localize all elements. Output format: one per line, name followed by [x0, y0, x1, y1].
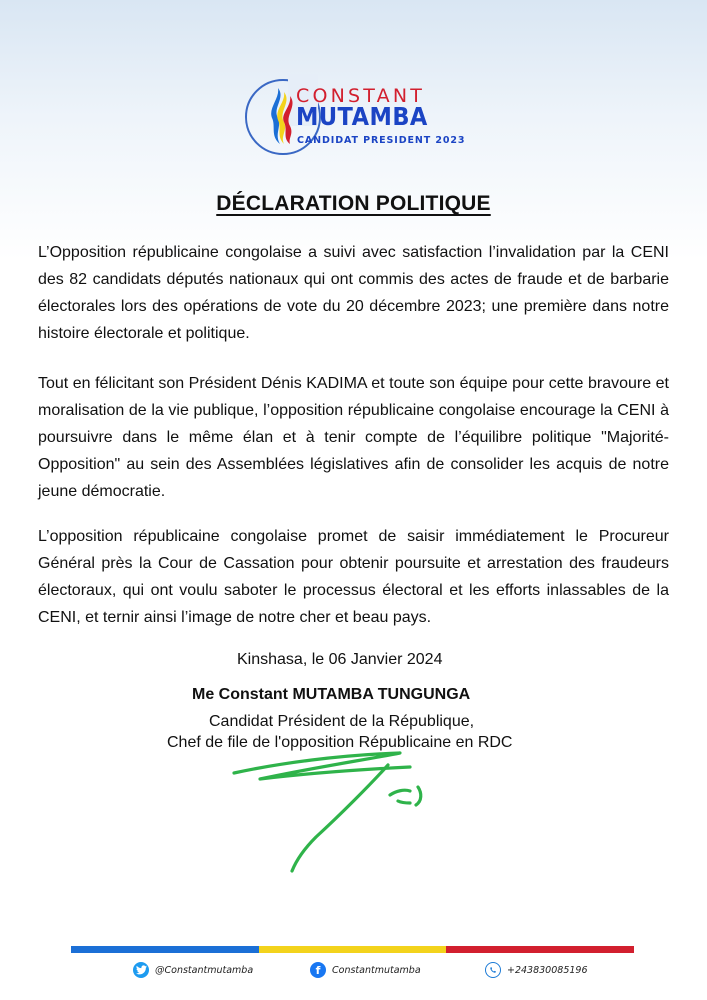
place-and-date: Kinshasa, le 06 Janvier 2024 — [237, 651, 443, 668]
facebook-handle: Constantmutamba — [332, 964, 421, 976]
facebook-contact[interactable] — [310, 962, 421, 978]
page-title: DÉCLARATION POLITIQUE — [216, 192, 491, 215]
yellow-bar — [259, 946, 447, 953]
handwritten-signature — [220, 745, 450, 875]
paragraph-1: L’Opposition républicaine congolaise a suivi avec satisfaction l’invalidation par la CENI des 82 candidats députés nationaux qui ont commis des actes de fraude et de barbarie électorales lors des opérations de vote du 20 décembre 2023; une première dans notre histoire électorale et politique. — [38, 244, 669, 342]
whatsapp-contact[interactable] — [485, 962, 588, 978]
logo-tagline: CANDIDAT PRESIDENT 2023 — [297, 135, 466, 146]
blue-bar — [71, 946, 259, 953]
logo-last-name: MUTAMBA — [296, 102, 428, 131]
twitter-handle: @Constantmutamba — [155, 964, 254, 976]
signer-role-1: Candidat Président de la République, — [209, 713, 475, 730]
footer-color-bars — [71, 946, 634, 953]
red-bar — [446, 946, 634, 953]
signer-name: Me Constant MUTAMBA TUNGUNGA — [192, 686, 471, 703]
campaign-logo — [240, 74, 470, 164]
paragraph-3: L’opposition républicaine congolaise promet de saisir immédiatement le Procureur Général près la Cour de Cassation pour obtenir poursuite et arrestation des fraudeurs électoraux, qui ont voulu saboter le processus électoral et les efforts inlassables de la CENI, et ternir ainsi l’image de notre cher et beau pays. — [38, 528, 669, 626]
logo-first-name: CONSTANT — [296, 85, 426, 107]
twitter-contact[interactable] — [133, 962, 253, 978]
paragraph-2: Tout en félicitant son Président Dénis KADIMA et toute son équipe pour cette bravoure et moralisation de la vie publique, l’opposition républicaine congolaise encourage la CENI à poursuivre dans le même élan et à tenir compte de l’équilibre politique "Majorité-Opposition" au sein des Assemblées législatives afin de consolider les acquis de notre jeune démocratie. — [38, 375, 669, 500]
whatsapp-number: +243830085196 — [507, 964, 588, 976]
facebook-icon: f — [310, 962, 326, 978]
whatsapp-icon — [485, 962, 501, 978]
twitter-icon — [133, 962, 149, 978]
signer-role-2: Chef de file de l'opposition Républicaine en RDC — [167, 734, 513, 751]
footer-contacts — [0, 960, 707, 984]
